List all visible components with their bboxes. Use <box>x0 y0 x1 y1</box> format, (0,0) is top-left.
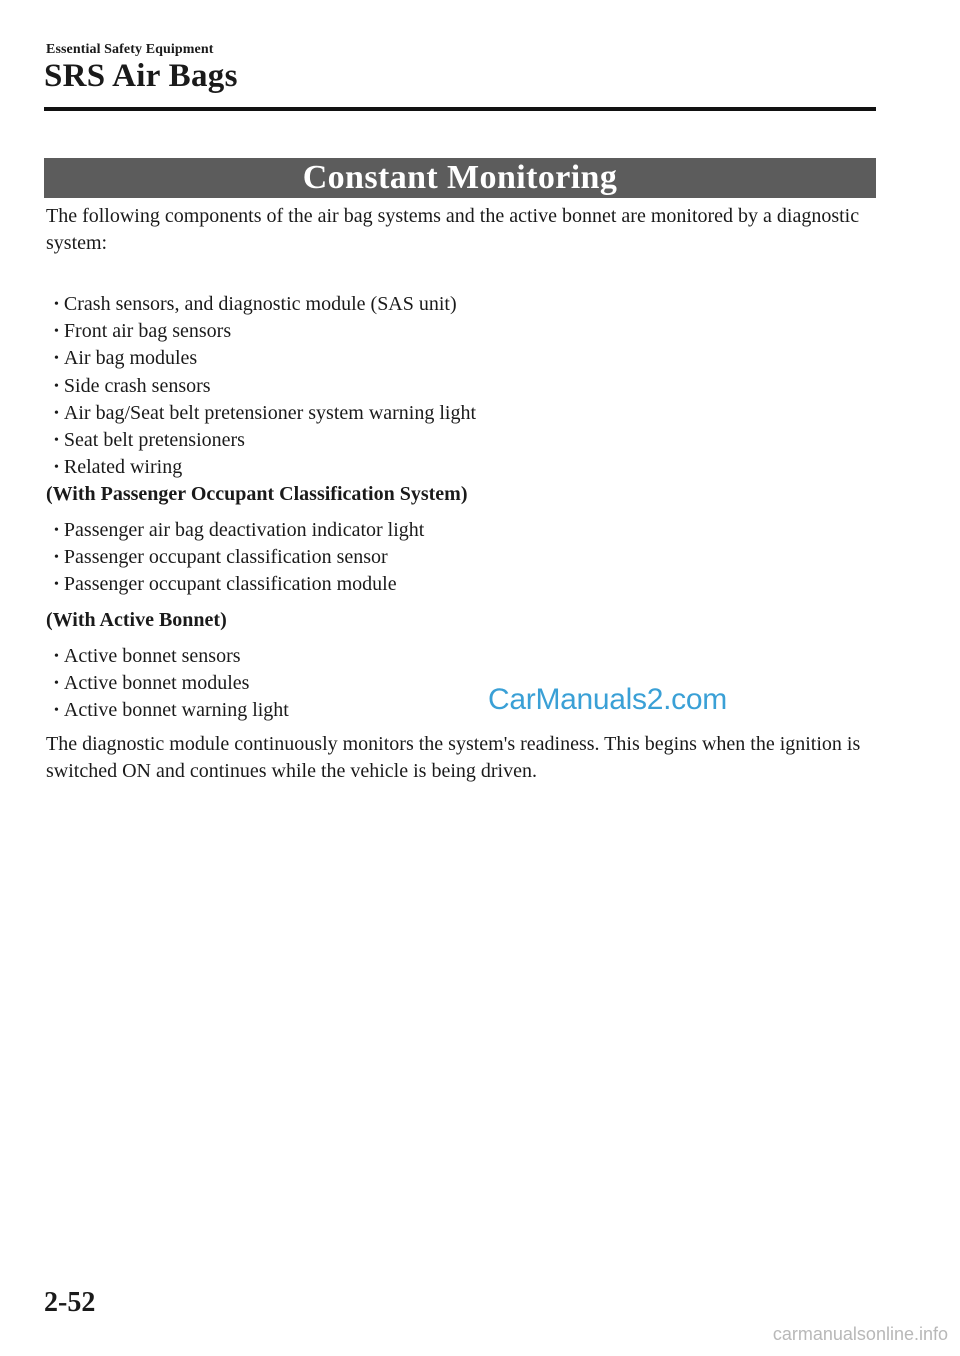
list-item: • Air bag/Seat belt pretensioner system warning light <box>54 401 477 424</box>
bullet-icon: • <box>54 297 59 312</box>
footer-site-link[interactable]: carmanualsonline.info <box>772 1324 948 1344</box>
bullet-icon: • <box>54 433 59 449</box>
bullet-icon: • <box>54 649 59 664</box>
list-item: • Passenger occupant classification module <box>54 573 397 596</box>
section-label: Essential Safety Equipment <box>46 42 214 57</box>
list-item: • Crash sensors, and diagnostic module (SAS unit) <box>54 293 457 315</box>
list-item: • Active bonnet sensors <box>54 645 241 667</box>
list-item: • Related wiring <box>54 456 183 479</box>
section-banner: Constant Monitoring <box>44 158 876 198</box>
bullet-icon: • <box>54 324 59 340</box>
bullet-icon: • <box>54 378 59 394</box>
bonnet-component-list <box>54 644 289 726</box>
bullet-icon: • <box>54 351 59 367</box>
bullet-icon: • <box>54 676 59 692</box>
bullet-icon: • <box>54 577 59 593</box>
bullet-icon: • <box>54 405 59 421</box>
list-item: • Active bonnet warning light <box>54 699 289 722</box>
intro-paragraph: The following components of the air bag systems and the active bonnet are monitored by a diagnostic system: <box>46 205 860 254</box>
chapter-title: SRS Air Bags <box>44 58 238 94</box>
closing-paragraph: The diagnostic module continuously monitors the system's readiness. This begins when the ignition is switched ON and continues while the vehicle is being driven. <box>46 733 861 782</box>
page-number: 2-52 <box>44 1287 96 1318</box>
header-divider <box>44 107 876 111</box>
list-item: • Passenger occupant classification sensor <box>54 546 388 569</box>
occupant-subheading: (With Passenger Occupant Classification System) <box>46 483 468 505</box>
bullet-icon: • <box>54 550 59 566</box>
bullet-icon: • <box>54 703 59 719</box>
bullet-icon: • <box>54 523 59 538</box>
list-item: • Active bonnet modules <box>54 672 250 695</box>
list-item: • Front air bag sensors <box>54 320 232 343</box>
list-item: • Passenger air bag deactivation indicator light <box>54 519 425 541</box>
main-component-list <box>54 292 476 482</box>
occupant-component-list <box>54 518 424 600</box>
list-item: • Seat belt pretensioners <box>54 429 245 452</box>
list-item: • Side crash sensors <box>54 374 211 397</box>
list-item: • Air bag modules <box>54 347 198 370</box>
bonnet-subheading: (With Active Bonnet) <box>46 609 227 631</box>
bullet-icon: • <box>54 460 59 476</box>
watermark-logo: CarManuals2.com <box>488 683 727 716</box>
